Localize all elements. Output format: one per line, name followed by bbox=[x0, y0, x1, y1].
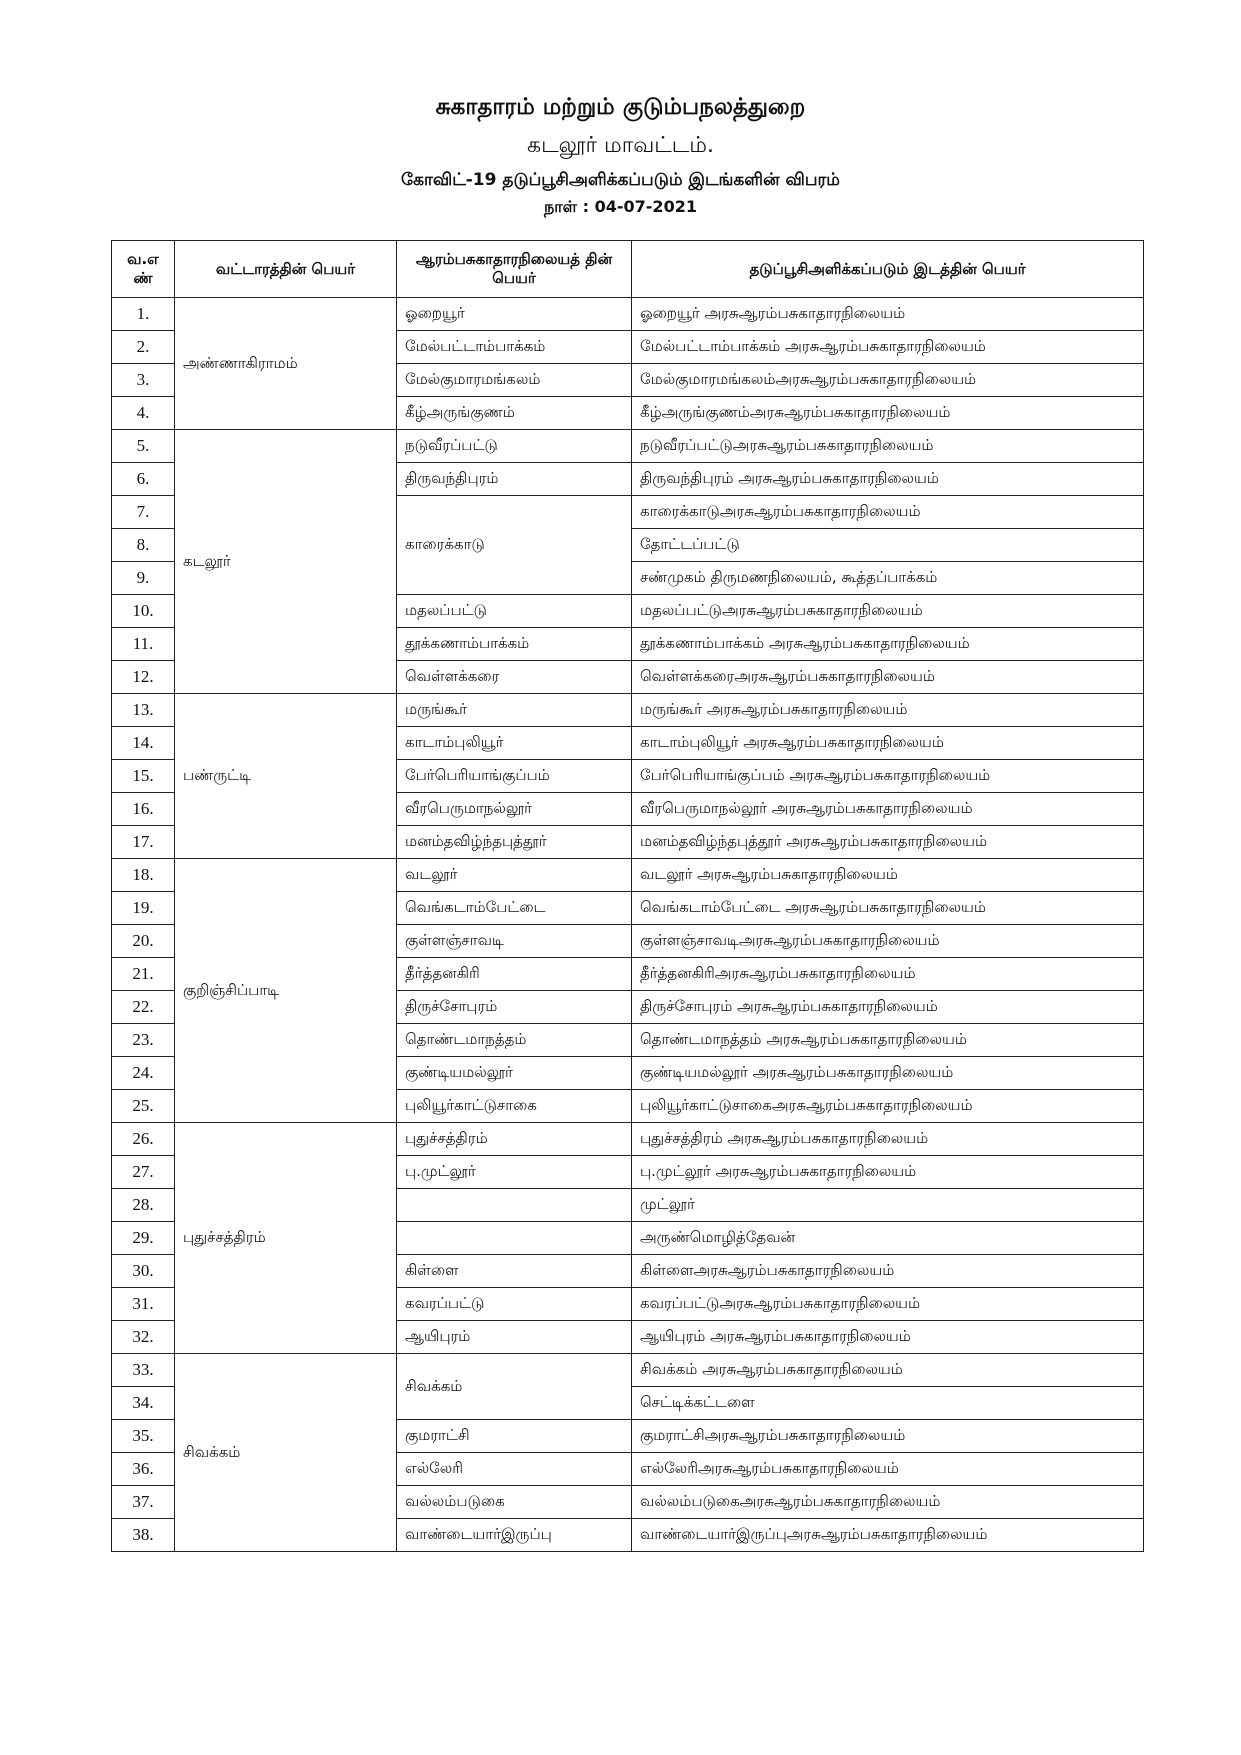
serial-number-cell: 1. bbox=[112, 298, 175, 331]
vaccination-site-cell: மேல்பட்டாம்பாக்கம் அரசுஆரம்பசுகாதாரநிலையம் bbox=[632, 331, 1144, 364]
phc-name-cell: மதலப்பட்டு bbox=[397, 595, 632, 628]
phc-name-cell: மேல்பட்டாம்பாக்கம் bbox=[397, 331, 632, 364]
phc-name-cell: வீரபெருமாநல்லூர் bbox=[397, 793, 632, 826]
vaccination-site-cell: பு.முட்லூர் அரசுஆரம்பசுகாதாரநிலையம் bbox=[632, 1156, 1144, 1189]
header-phc-name: ஆரம்பசுகாதாரநிலையத் தின் பெயர் bbox=[397, 241, 632, 298]
serial-number-cell: 17. bbox=[112, 826, 175, 859]
serial-number-cell: 32. bbox=[112, 1321, 175, 1354]
serial-number-cell: 29. bbox=[112, 1222, 175, 1255]
serial-number-cell: 38. bbox=[112, 1519, 175, 1552]
serial-number-cell: 15. bbox=[112, 760, 175, 793]
vaccination-site-cell: குண்டியமல்லூர் அரசுஆரம்பசுகாதாரநிலையம் bbox=[632, 1057, 1144, 1090]
phc-name-cell: தொண்டமாநத்தம் bbox=[397, 1024, 632, 1057]
phc-name-cell: காடாம்புலியூர் bbox=[397, 727, 632, 760]
table-row bbox=[112, 859, 1144, 892]
phc-name-cell: கிள்ளை bbox=[397, 1255, 632, 1288]
header-site-name: தடுப்பூசிஅளிக்கப்படும் இடத்தின் பெயர் bbox=[632, 241, 1144, 298]
vaccination-site-cell: திருச்சோபுரம் அரசுஆரம்பசுகாதாரநிலையம் bbox=[632, 991, 1144, 1024]
phc-name-cell: கவரப்பட்டு bbox=[397, 1288, 632, 1321]
table-row bbox=[112, 430, 1144, 463]
block-name-cell: புதுச்சத்திரம் bbox=[175, 1123, 397, 1354]
phc-name-cell: காரைக்காடு bbox=[397, 496, 632, 595]
phc-name-cell: வெள்ளக்கரை bbox=[397, 661, 632, 694]
document-subject: கோவிட்-19 தடுப்பூசிஅளிக்கப்படும் இடங்களின் விபரம் bbox=[401, 170, 840, 190]
vaccination-site-cell: ஓறையூர் அரசுஆரம்பசுகாதாரநிலையம் bbox=[632, 298, 1144, 331]
phc-name-cell: குண்டியமல்லூர் bbox=[397, 1057, 632, 1090]
phc-name-cell: பேர்பெரியாங்குப்பம் bbox=[397, 760, 632, 793]
table-row bbox=[112, 1354, 1144, 1387]
vaccination-site-cell: எல்லேரிஅரசுஆரம்பசுகாதாரநிலையம் bbox=[632, 1453, 1144, 1486]
vaccination-site-cell: கிள்ளைஅரசுஆரம்பசுகாதாரநிலையம் bbox=[632, 1255, 1144, 1288]
department-title: சுகாதாரம் மற்றும் குடும்பநலத்துறை bbox=[435, 94, 806, 120]
serial-number-cell: 4. bbox=[112, 397, 175, 430]
serial-number-cell: 2. bbox=[112, 331, 175, 364]
vaccination-site-cell: வல்லம்படுகைஅரசுஆரம்பசுகாதாரநிலையம் bbox=[632, 1486, 1144, 1519]
block-name-cell: பண்ருட்டி bbox=[175, 694, 397, 859]
vaccination-site-cell: காரைக்காடுஅரசுஆரம்பசுகாதாரநிலையம் bbox=[632, 496, 1144, 529]
phc-name-cell: பு.முட்லூர் bbox=[397, 1156, 632, 1189]
serial-number-cell: 33. bbox=[112, 1354, 175, 1387]
table-row bbox=[112, 1123, 1144, 1156]
table-header-row bbox=[112, 241, 1144, 298]
phc-name-cell: மருங்கூர் bbox=[397, 694, 632, 727]
vaccination-site-cell: வீரபெருமாநல்லூர் அரசுஆரம்பசுகாதாரநிலையம் bbox=[632, 793, 1144, 826]
serial-number-cell: 16. bbox=[112, 793, 175, 826]
vaccination-site-cell: செட்டிக்கட்டளை bbox=[632, 1387, 1144, 1420]
vaccination-site-cell: தீர்த்தனகிரிஅரசுஆரம்பசுகாதாரநிலையம் bbox=[632, 958, 1144, 991]
vaccination-site-cell: திருவந்திபுரம் அரசுஆரம்பசுகாதாரநிலையம் bbox=[632, 463, 1144, 496]
serial-number-cell: 12. bbox=[112, 661, 175, 694]
phc-name-cell: தீர்த்தனகிரி bbox=[397, 958, 632, 991]
vaccination-site-cell: தோட்டப்பட்டு bbox=[632, 529, 1144, 562]
vaccination-site-cell: வெங்கடாம்பேட்டை அரசுஆரம்பசுகாதாரநிலையம் bbox=[632, 892, 1144, 925]
phc-name-cell: வல்லம்படுகை bbox=[397, 1486, 632, 1519]
vaccination-site-cell: வாண்டையார்இருப்புஅரசுஆரம்பசுகாதாரநிலையம் bbox=[632, 1519, 1144, 1552]
phc-name-cell: சிவக்கம் bbox=[397, 1354, 632, 1420]
block-name-cell: குறிஞ்சிப்பாடி bbox=[175, 859, 397, 1123]
phc-name-cell: தூக்கணாம்பாக்கம் bbox=[397, 628, 632, 661]
block-name-cell: அண்ணாகிராமம் bbox=[175, 298, 397, 430]
vaccination-site-cell: பேர்பெரியாங்குப்பம் அரசுஆரம்பசுகாதாரநிலையம் bbox=[632, 760, 1144, 793]
phc-name-cell: ஆயிபுரம் bbox=[397, 1321, 632, 1354]
vaccination-site-cell: வெள்ளக்கரைஅரசுஆரம்பசுகாதாரநிலையம் bbox=[632, 661, 1144, 694]
phc-name-cell: மேல்குமாரமங்கலம் bbox=[397, 364, 632, 397]
serial-number-cell: 30. bbox=[112, 1255, 175, 1288]
vaccination-site-cell: மனம்தவிழ்ந்தபுத்தூர் அரசுஆரம்பசுகாதாரநிலையம் bbox=[632, 826, 1144, 859]
phc-name-cell: புலியூர்காட்டுசாகை bbox=[397, 1090, 632, 1123]
serial-number-cell: 18. bbox=[112, 859, 175, 892]
vaccination-site-cell: குள்ளஞ்சாவடிஅரசுஆரம்பசுகாதாரநிலையம் bbox=[632, 925, 1144, 958]
vaccination-site-cell: கீழ்அருங்குணம்அரசுஆரம்பசுகாதாரநிலையம் bbox=[632, 397, 1144, 430]
phc-name-cell: கீழ்அருங்குணம் bbox=[397, 397, 632, 430]
block-name-cell: சிவக்கம் bbox=[175, 1354, 397, 1552]
vaccination-site-cell: சண்முகம் திருமணநிலையம், கூத்தப்பாக்கம் bbox=[632, 562, 1144, 595]
vaccination-site-cell: நடுவீரப்பட்டுஅரசுஆரம்பசுகாதாரநிலையம் bbox=[632, 430, 1144, 463]
vaccination-site-cell: காடாம்புலியூர் அரசுஆரம்பசுகாதாரநிலையம் bbox=[632, 727, 1144, 760]
table-row bbox=[112, 694, 1144, 727]
phc-name-cell: எல்லேரி bbox=[397, 1453, 632, 1486]
serial-number-cell: 22. bbox=[112, 991, 175, 1024]
vaccination-site-cell: தூக்கணாம்பாக்கம் அரசுஆரம்பசுகாதாரநிலையம் bbox=[632, 628, 1144, 661]
serial-number-cell: 21. bbox=[112, 958, 175, 991]
serial-number-cell: 31. bbox=[112, 1288, 175, 1321]
header-serial-no: வ.எ ண் bbox=[112, 241, 175, 298]
phc-name-cell bbox=[397, 1222, 632, 1255]
serial-number-cell: 19. bbox=[112, 892, 175, 925]
vaccination-site-cell: முட்லூர் bbox=[632, 1189, 1144, 1222]
serial-number-cell: 36. bbox=[112, 1453, 175, 1486]
serial-number-cell: 37. bbox=[112, 1486, 175, 1519]
vaccination-site-cell: புதுச்சத்திரம் அரசுஆரம்பசுகாதாரநிலையம் bbox=[632, 1123, 1144, 1156]
vaccination-site-cell: தொண்டமாநத்தம் அரசுஆரம்பசுகாதாரநிலையம் bbox=[632, 1024, 1144, 1057]
serial-number-cell: 25. bbox=[112, 1090, 175, 1123]
serial-number-cell: 8. bbox=[112, 529, 175, 562]
vaccination-site-cell: மதலப்பட்டுஅரசுஆரம்பசுகாதாரநிலையம் bbox=[632, 595, 1144, 628]
table-row bbox=[112, 298, 1144, 331]
serial-number-cell: 11. bbox=[112, 628, 175, 661]
vaccination-sites-table bbox=[111, 240, 1144, 1552]
serial-number-cell: 26. bbox=[112, 1123, 175, 1156]
phc-name-cell: வடலூர் bbox=[397, 859, 632, 892]
phc-name-cell: குமராட்சி bbox=[397, 1420, 632, 1453]
serial-number-cell: 13. bbox=[112, 694, 175, 727]
vaccination-site-cell: மேல்குமாரமங்கலம்அரசுஆரம்பசுகாதாரநிலையம் bbox=[632, 364, 1144, 397]
serial-number-cell: 9. bbox=[112, 562, 175, 595]
phc-name-cell: குள்ளஞ்சாவடி bbox=[397, 925, 632, 958]
serial-number-cell: 23. bbox=[112, 1024, 175, 1057]
vaccination-site-cell: சிவக்கம் அரசுஆரம்பசுகாதாரநிலையம் bbox=[632, 1354, 1144, 1387]
serial-number-cell: 7. bbox=[112, 496, 175, 529]
document-date: நாள் : 04-07-2021 bbox=[544, 197, 697, 216]
serial-number-cell: 24. bbox=[112, 1057, 175, 1090]
serial-number-cell: 34. bbox=[112, 1387, 175, 1420]
serial-number-cell: 6. bbox=[112, 463, 175, 496]
serial-number-cell: 28. bbox=[112, 1189, 175, 1222]
vaccination-site-cell: வடலூர் அரசுஆரம்பசுகாதாரநிலையம் bbox=[632, 859, 1144, 892]
serial-number-cell: 27. bbox=[112, 1156, 175, 1189]
vaccination-site-cell: குமராட்சிஅரசுஆரம்பசுகாதாரநிலையம் bbox=[632, 1420, 1144, 1453]
serial-number-cell: 10. bbox=[112, 595, 175, 628]
phc-name-cell: வாண்டையார்இருப்பு bbox=[397, 1519, 632, 1552]
table-body bbox=[112, 298, 1144, 1552]
phc-name-cell: ஓறையூர் bbox=[397, 298, 632, 331]
serial-number-cell: 14. bbox=[112, 727, 175, 760]
vaccination-site-cell: கவரப்பட்டுஅரசுஆரம்பசுகாதாரநிலையம் bbox=[632, 1288, 1144, 1321]
block-name-cell: கடலூர் bbox=[175, 430, 397, 694]
vaccination-site-cell: அருண்மொழித்தேவன் bbox=[632, 1222, 1144, 1255]
district-title: கடலூர் மாவட்டம். bbox=[527, 133, 714, 158]
phc-name-cell: நடுவீரப்பட்டு bbox=[397, 430, 632, 463]
serial-number-cell: 3. bbox=[112, 364, 175, 397]
vaccination-site-cell: மருங்கூர் அரசுஆரம்பசுகாதாரநிலையம் bbox=[632, 694, 1144, 727]
serial-number-cell: 20. bbox=[112, 925, 175, 958]
phc-name-cell: வெங்கடாம்பேட்டை bbox=[397, 892, 632, 925]
phc-name-cell: திருச்சோபுரம் bbox=[397, 991, 632, 1024]
vaccination-site-cell: புலியூர்காட்டுசாகைஅரசுஆரம்பசுகாதாரநிலையம் bbox=[632, 1090, 1144, 1123]
serial-number-cell: 35. bbox=[112, 1420, 175, 1453]
header-block-name: வட்டாரத்தின் பெயர் bbox=[175, 241, 397, 298]
phc-name-cell bbox=[397, 1189, 632, 1222]
vaccination-site-cell: ஆயிபுரம் அரசுஆரம்பசுகாதாரநிலையம் bbox=[632, 1321, 1144, 1354]
serial-number-cell: 5. bbox=[112, 430, 175, 463]
phc-name-cell: திருவந்திபுரம் bbox=[397, 463, 632, 496]
phc-name-cell: புதுச்சத்திரம் bbox=[397, 1123, 632, 1156]
phc-name-cell: மனம்தவிழ்ந்தபுத்தூர் bbox=[397, 826, 632, 859]
